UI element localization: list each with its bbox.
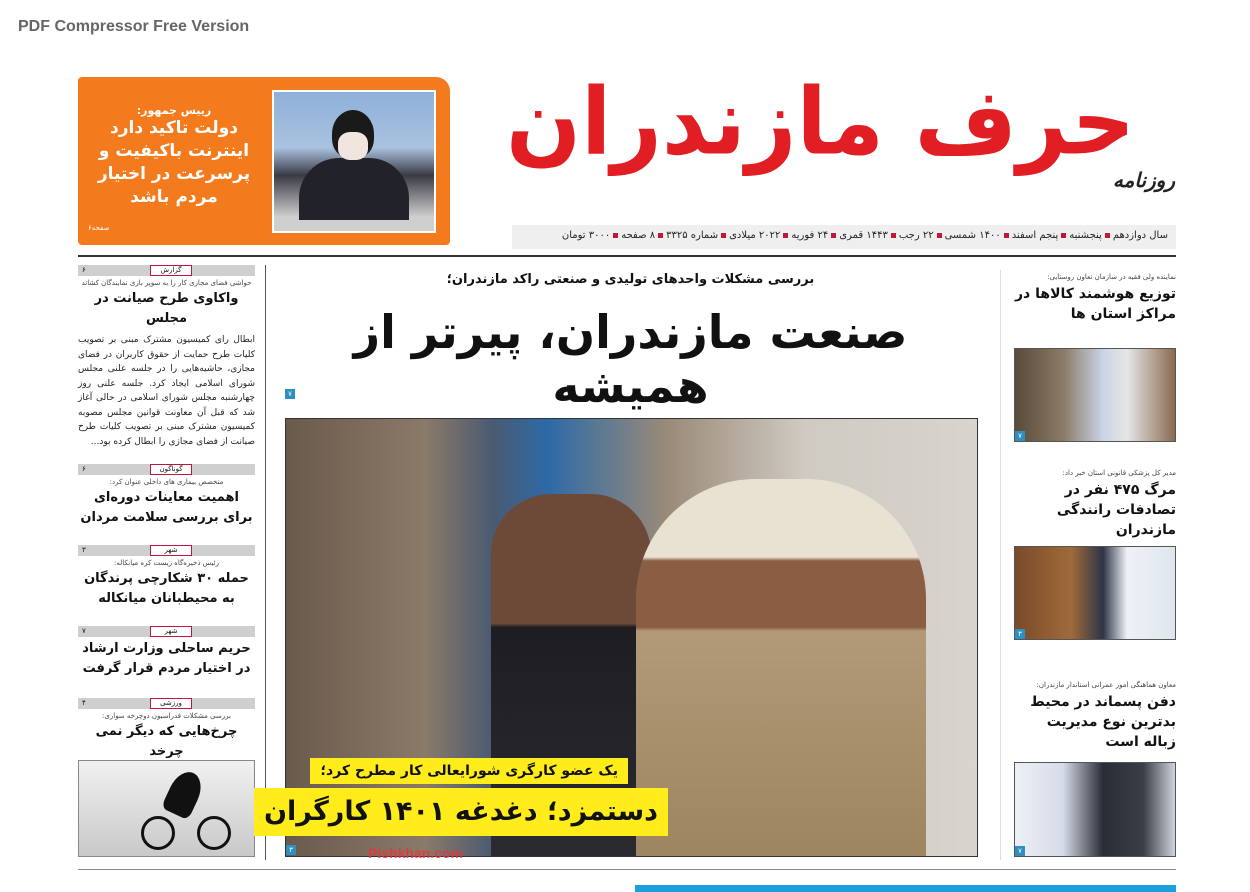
promo-photo xyxy=(272,90,436,233)
section-label: ورزشی xyxy=(150,698,192,709)
date-part: شماره ۳۳۲۵ xyxy=(666,230,719,241)
left-story-1[interactable] xyxy=(78,265,255,449)
story-kicker: بررسی مشکلات فدراسیون دوچرخه سواری: xyxy=(102,712,231,720)
masthead-name: حرف مازندران xyxy=(505,67,1135,176)
left-story-4[interactable] xyxy=(78,626,255,679)
date-part: ۱۴۴۳ قمری xyxy=(839,230,888,241)
left-story-5[interactable] xyxy=(78,698,255,762)
page-number: ۶ xyxy=(82,465,86,473)
caption-kicker: یک عضو کارگری شورایعالی کار مطرح کرد؛ xyxy=(310,758,628,784)
page-number: ۴ xyxy=(82,699,86,707)
main-headline[interactable]: صنعت مازندران، پیرتر از همیشه xyxy=(353,305,908,413)
date-part: پنجشنبه xyxy=(1069,230,1102,241)
right-story-2[interactable] xyxy=(1010,468,1176,540)
story-title: حریم ساحلی وزارت ارشاد در اختیار مردم قرار گرفت xyxy=(82,641,251,676)
header-divider xyxy=(78,255,1176,257)
dateline xyxy=(512,225,1176,249)
date-part: سال دوازدهم xyxy=(1112,230,1168,241)
date-part: ۲۴ فوریه xyxy=(791,230,829,241)
caption-title: دستمزد؛ دغدغه ۱۴۰۱ کارگران xyxy=(254,788,668,836)
footer-blue-bar xyxy=(635,885,1176,892)
story-kicker: مدیر کل پزشکی قانونی استان خبر داد: xyxy=(1062,469,1176,477)
left-story-2[interactable] xyxy=(78,464,255,528)
promo-kicker: رییس جمهور: xyxy=(136,104,212,117)
story-kicker: رئیس ذخیره‌گاه زیست کره میانکاله: xyxy=(114,559,219,567)
section-label: گزارش xyxy=(150,265,192,276)
page-tag: ۳ xyxy=(1015,629,1025,639)
masthead-logo xyxy=(495,67,1175,220)
main-page-tag: ۷ xyxy=(285,389,295,399)
page-tag: ۷ xyxy=(1015,846,1025,856)
story-title: مرگ ۴۷۵ نفر در تصادفات رانندگی مازندران xyxy=(1056,482,1176,538)
promo-text xyxy=(84,104,264,209)
story-title: دفن پسماند در محیط بدترین نوع مدیریت زباله است xyxy=(1030,694,1176,750)
story-title: چرخ‌هایی که دیگر نمی چرخد xyxy=(95,724,238,759)
caption-page-tag: ۳ xyxy=(286,845,296,855)
story-body: ابطال رای کمیسیون مشترک مبنی بر تصویب کلیات طرح حمایت از حقوق کاربران در فضای مجازی، حاشیه‌هایی را در جلسه علنی مجلس شورای اسلامی ایجاد کرد. جلسه علنی روز چهارشنبه مجلس شورای اسلامی در حالی آغاز شد که قبل آن معاونت قوانین مجلس مصوبه کمیسیون مشترک مبنی بر تصویب کلیات طرح صیانت از فضای مجازی را ابطال کرده بود... xyxy=(78,335,255,447)
promo-page: صفحه۶ xyxy=(88,224,110,232)
main-kicker: بررسی مشکلات واحدهای تولیدی و صنعتی راکد مازندران؛ xyxy=(446,272,815,287)
date-part: ۲۲ رجب xyxy=(898,230,934,241)
story-kicker: نماینده ولی فقیه در سازمان تعاون روستایی: xyxy=(1047,273,1176,281)
page-number: ۳ xyxy=(82,546,86,554)
pishkhan-watermark: Pishkhan.com xyxy=(368,845,463,861)
date-part: ۲۰۲۲ میلادی xyxy=(729,230,781,241)
page-number: ۶ xyxy=(82,266,86,274)
story-kicker: متخصص بیماری های داخلی عنوان کرد: xyxy=(109,478,224,486)
story-kicker: معاون هماهنگی امور عمرانی استاندار مازندران: xyxy=(1036,681,1176,689)
section-label: شهر xyxy=(150,626,192,637)
left-column-divider xyxy=(265,265,266,860)
story-title: اهمیت معاینات دوره‌ای برای بررسی سلامت مردان xyxy=(80,490,253,525)
left-story-3[interactable] xyxy=(78,545,255,609)
date-part: پنجم اسفند xyxy=(1011,230,1059,241)
cyclist-photo xyxy=(78,760,255,857)
right-story-1-photo xyxy=(1014,348,1176,442)
story-title: توزیع هوشمند کالاها در مراکز استان ها xyxy=(1014,286,1176,322)
page-number: ۷ xyxy=(82,627,86,635)
photo-caption[interactable] xyxy=(263,758,668,842)
right-column-divider xyxy=(1000,270,1001,860)
section-label: شهر xyxy=(150,545,192,556)
viewer-watermark-note: PDF Compressor Free Version xyxy=(18,18,250,35)
right-story-1[interactable] xyxy=(1010,272,1176,324)
promo-title: دولت تاکید دارد اینترنت باکیفیت و پرسرعت در اختیار مردم باشد xyxy=(97,118,251,207)
right-story-2-photo xyxy=(1014,546,1176,640)
masthead-prefix: روزنامه xyxy=(1112,168,1175,192)
story-title: واکاوی طرح صیانت در مجلس xyxy=(94,291,239,326)
date-part: ۱۴۰۰ شمسی xyxy=(944,230,1001,241)
story-kicker: حواشی فضای مجازی کار را به سوپر بازی نمایندگان کشاند xyxy=(81,279,252,287)
date-part: ۸ صفحه xyxy=(621,230,656,241)
right-story-3-photo xyxy=(1014,762,1176,857)
page-tag: ۷ xyxy=(1015,431,1025,441)
footer-divider xyxy=(78,869,1176,870)
section-label: گوناگون xyxy=(150,464,192,475)
story-title: حمله ۳۰ شکارچی پرندگان به محیطبانان میانکاله xyxy=(84,571,249,606)
right-story-3[interactable] xyxy=(1010,680,1176,752)
date-part: ۳۰۰۰ تومان xyxy=(561,230,611,241)
